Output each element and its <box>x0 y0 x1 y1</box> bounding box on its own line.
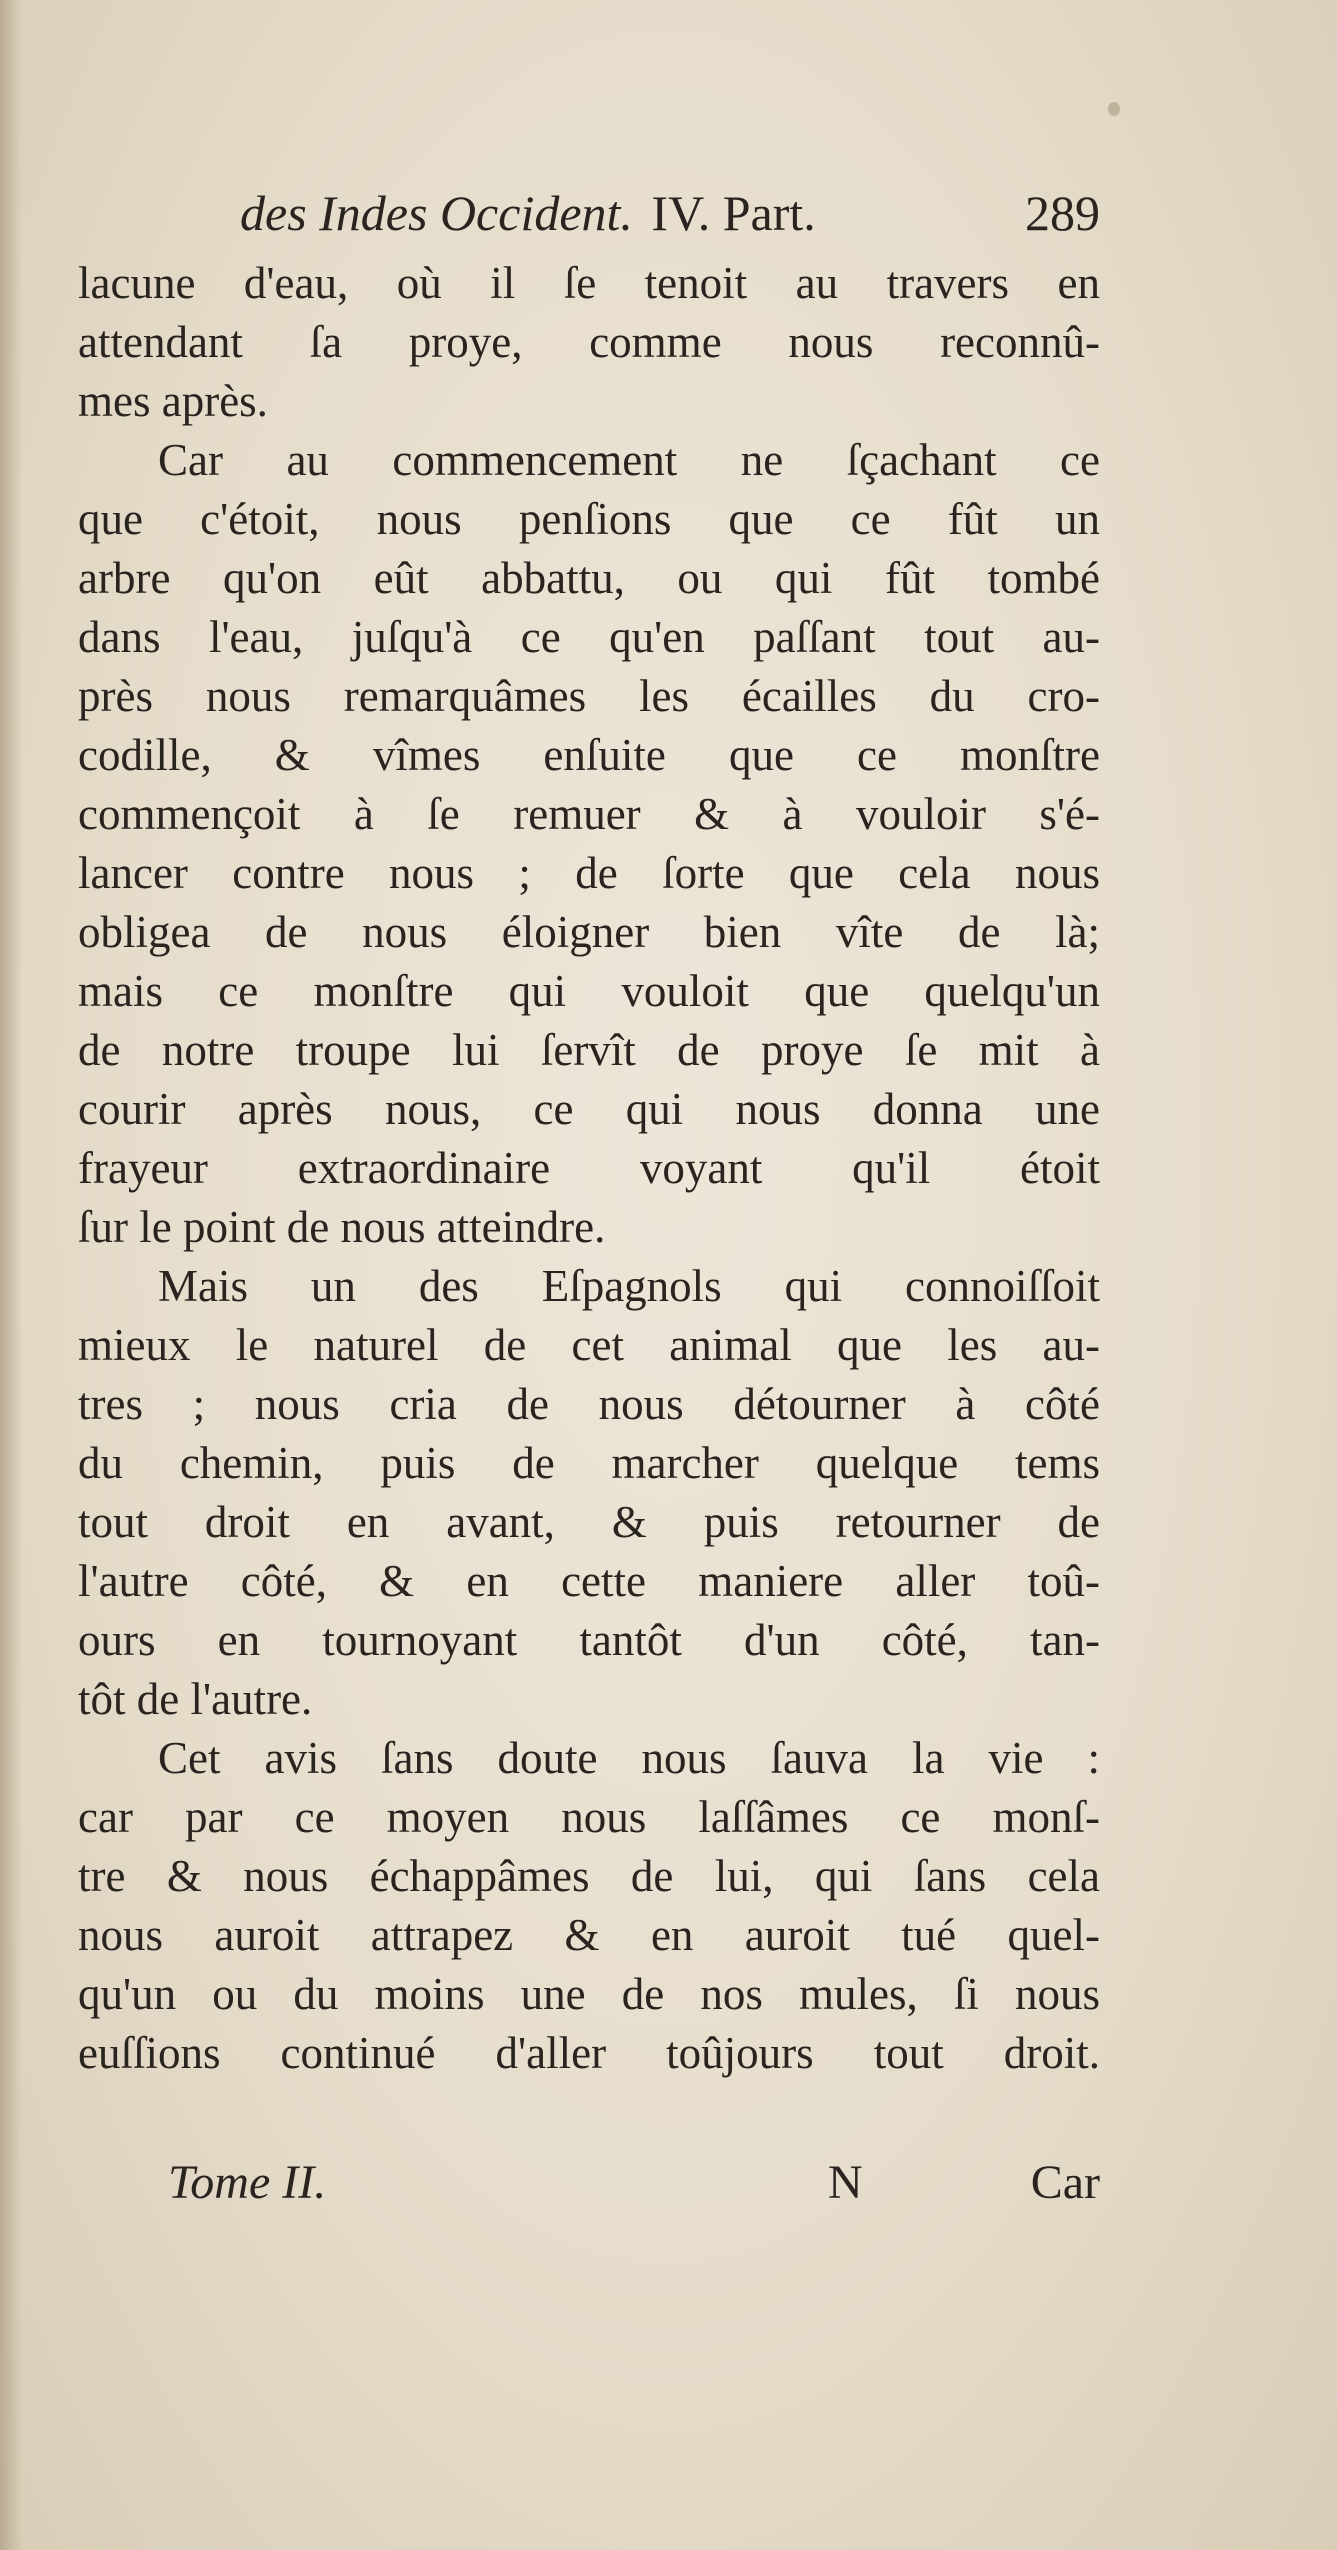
text-line: de notre troupe lui ſervît de proye ſe mit à <box>78 1025 1100 1075</box>
running-title: des Indes Occident. <box>240 185 633 241</box>
text-line: qu'un ou du moins une de nos mules, ſi nous <box>78 1969 1100 2019</box>
signature-mark: N <box>828 2156 863 2209</box>
text-line: l'autre côté, & en cette maniere aller toû- <box>78 1556 1100 1606</box>
text-line: tout droit en avant, & puis retourner de <box>78 1497 1100 1547</box>
text-line: car par ce moyen nous laſſâmes ce monſ- <box>78 1792 1100 1842</box>
gutter-shadow <box>0 0 22 2550</box>
volume-label: Tome II. <box>168 2156 327 2209</box>
text-line: ſur le point de nous atteindre. <box>78 1202 606 1252</box>
page-header <box>240 178 1100 248</box>
text-line: mieux le naturel de cet animal que les au- <box>78 1320 1100 1370</box>
text-line: tre & nous échappâmes de lui, qui ſans cela <box>78 1851 1100 1901</box>
text-line: mes après. <box>78 376 268 426</box>
text-line: lancer contre nous ; de ſorte que cela nous <box>78 848 1100 898</box>
text-line: Cet avis ſans doute nous ſauva la vie : <box>158 1733 1100 1783</box>
text-line: commençoit à ſe remuer & à vouloir s'é- <box>78 789 1100 839</box>
text-line: courir après nous, ce qui nous donna une <box>78 1084 1100 1134</box>
body-text <box>78 254 1100 2083</box>
text-line: du chemin, puis de marcher quelque tems <box>78 1438 1100 1488</box>
text-line: Mais un des Eſpagnols qui connoiſſoit <box>158 1261 1100 1311</box>
text-line: euſſions continué d'aller toûjours tout droit. <box>78 2028 1100 2078</box>
text-line: frayeur extraordinaire voyant qu'il étoit <box>78 1143 1100 1193</box>
text-line: nous auroit attrapez & en auroit tué quel- <box>78 1910 1100 1960</box>
text-line: Car au commencement ne ſçachant ce <box>158 435 1100 485</box>
text-line: codille, & vîmes enſuite que ce monſtre <box>78 730 1100 780</box>
foxing-spot <box>1108 102 1120 116</box>
text-line: arbre qu'on eût abbattu, ou qui fût tombé <box>78 553 1100 603</box>
catchword: Car <box>1030 2156 1100 2209</box>
text-line: lacune d'eau, où il ſe tenoit au travers en <box>78 258 1100 308</box>
text-line: que c'étoit, nous penſions que ce fût un <box>78 494 1100 544</box>
page-footer <box>168 2148 1100 2218</box>
page-number: 289 <box>1025 185 1100 241</box>
text-line: tôt de l'autre. <box>78 1674 313 1724</box>
text-line: près nous remarquâmes les écailles du cro- <box>78 671 1100 721</box>
part-label: IV. Part. <box>651 185 816 241</box>
text-line: obligea de nous éloigner bien vîte de là; <box>78 907 1100 957</box>
text-line: dans l'eau, juſqu'à ce qu'en paſſant tout au- <box>78 612 1100 662</box>
text-line: mais ce monſtre qui vouloit que quelqu'un <box>78 966 1100 1016</box>
text-line: ours en tournoyant tantôt d'un côté, tan- <box>78 1615 1100 1665</box>
text-line: tres ; nous cria de nous détourner à côté <box>78 1379 1100 1429</box>
text-line: attendant ſa proye, comme nous reconnû- <box>78 317 1100 367</box>
